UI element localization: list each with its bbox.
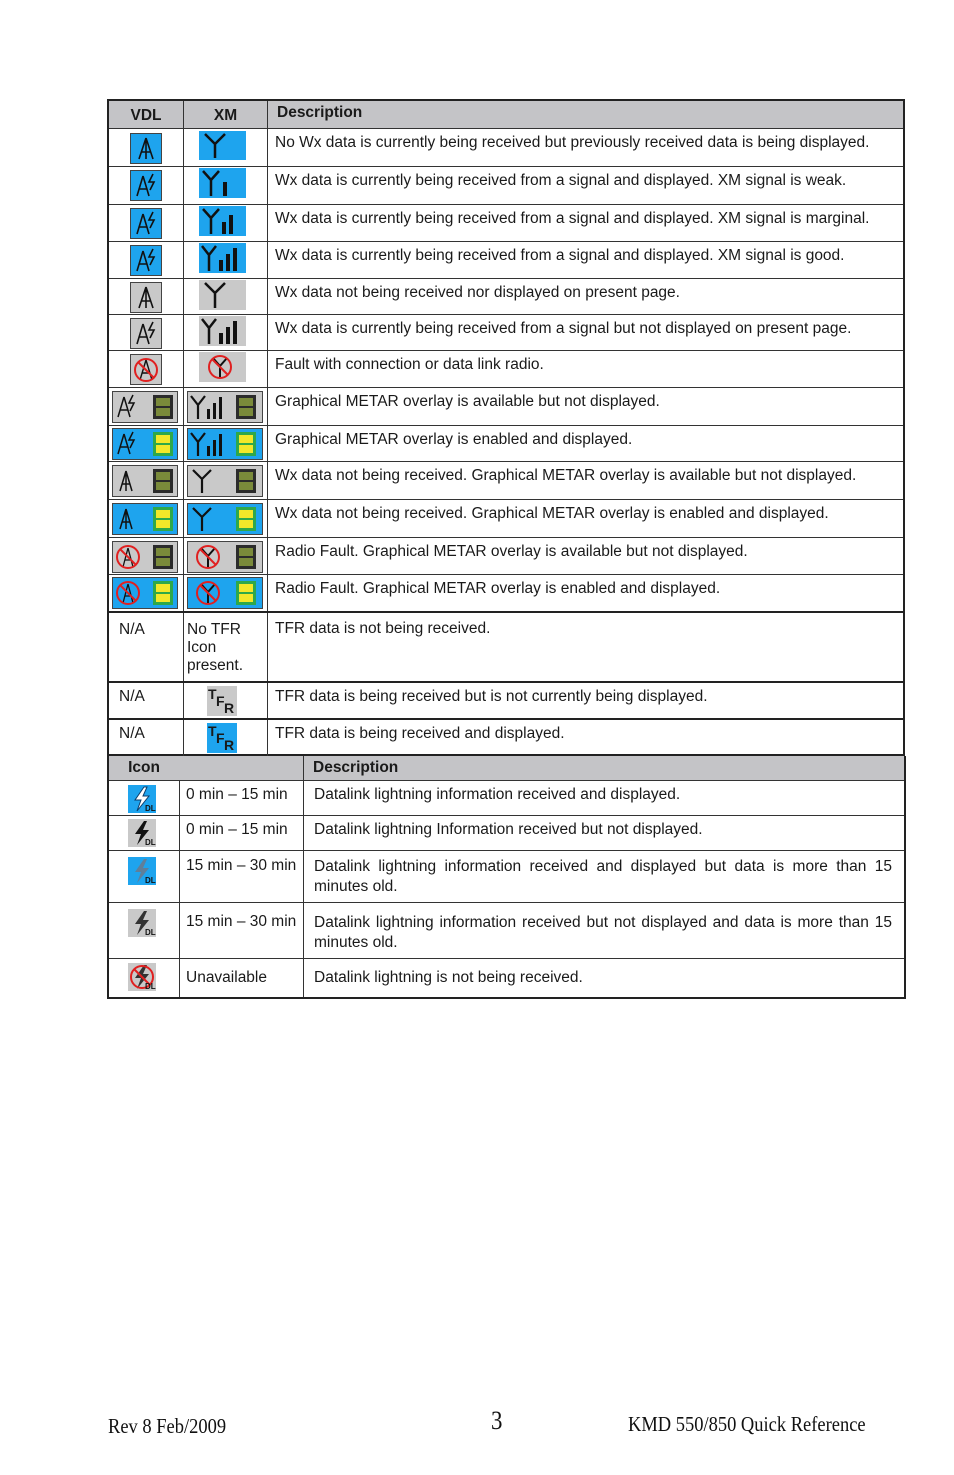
xm-fault-icon (199, 352, 246, 382)
xm-value: No TFR Icon present. (187, 621, 244, 674)
row-description: Datalink lightning is not being received. (314, 969, 583, 986)
xm-metar-available-icon (187, 391, 263, 423)
row-description: Graphical METAR overlay is enabled and displayed. (275, 431, 633, 448)
vdl-nodata-metar-enabled-icon (112, 503, 178, 535)
xm-metar-enabled-icon (187, 428, 263, 460)
col-header-description: Description (277, 104, 363, 121)
col-header-icon: Icon (128, 759, 160, 776)
xm-antenna-gray-icon (199, 280, 246, 310)
vdl-value: N/A (119, 688, 145, 705)
xm-signal-weak-blue-icon (199, 168, 246, 198)
lightning-unavailable-icon (128, 963, 156, 991)
xm-signal-good-blue-icon (199, 243, 246, 273)
table-row (109, 129, 903, 167)
table-row (109, 720, 903, 756)
table-row (109, 351, 903, 388)
lightning-old-gray-icon (128, 909, 156, 937)
tfr-gray-icon: T F R (207, 686, 237, 716)
table-row (109, 426, 903, 462)
footer-revision: Rev 8 Feb/2009 (108, 1414, 227, 1438)
table-row (109, 167, 903, 205)
footer-document-title: KMD 550/850 Quick Reference (628, 1412, 866, 1436)
table-row (109, 851, 904, 903)
table-row (109, 500, 903, 538)
vdl-data-gray-icon (130, 318, 162, 349)
row-description: Radio Fault. Graphical METAR overlay is enabled and displayed. (275, 580, 721, 597)
col-header-description: Description (313, 759, 399, 776)
table-row (109, 462, 903, 500)
row-description: Wx data is currently being received from a signal and displayed. XM signal is weak. (275, 172, 847, 189)
col-header-age (181, 756, 301, 780)
col-header-xm: XM (213, 107, 238, 124)
row-description: Fault with connection or data link radio. (275, 356, 544, 373)
xm-nodata-metar-available-icon (187, 465, 263, 497)
row-description: Wx data not being received. Graphical METAR overlay is available but not displayed. (275, 467, 857, 484)
row-description: Wx data is currently being received from a signal and displayed. XM signal is good. (275, 247, 845, 264)
vdl-data-blue-icon (130, 208, 162, 239)
vdl-data-blue-icon (130, 245, 162, 276)
age-value: 0 min – 15 min (186, 786, 288, 803)
vdl-value: N/A (119, 725, 145, 742)
table-row (109, 315, 903, 351)
svg-text:DL: DL (145, 928, 156, 937)
table-row (109, 538, 903, 575)
xm-signal-marginal-blue-icon (199, 206, 246, 236)
tfr-blue-icon: T F R (207, 723, 237, 753)
table-header-row (109, 101, 903, 129)
row-description: Wx data not being received. Graphical METAR overlay is enabled and displayed. (275, 505, 829, 522)
table-row (109, 613, 903, 683)
table-row (109, 205, 903, 242)
row-description: Wx data not being received nor displayed on present page. (275, 284, 680, 301)
svg-text:DL: DL (145, 982, 156, 991)
age-value: Unavailable (186, 969, 267, 986)
row-description: Radio Fault. Graphical METAR overlay is available but not displayed. (275, 543, 748, 560)
svg-text:DL: DL (145, 876, 156, 885)
xm-fault-metar-enabled-icon (187, 577, 263, 609)
lightning-blue-icon (128, 785, 156, 813)
col-header-vdl: VDL (130, 107, 162, 124)
table-row (109, 959, 904, 997)
lightning-icon-table (107, 756, 906, 999)
row-description: TFR data is not being received. (275, 620, 491, 637)
xm-antenna-blue-icon (199, 131, 246, 160)
row-description: Datalink lightning information received but not displayed and data is more than 15 minutes old. (314, 914, 892, 951)
vdl-nodata-metar-available-icon (112, 465, 178, 497)
age-value: 15 min – 30 min (186, 857, 297, 874)
table-header-row (109, 756, 904, 781)
row-description: TFR data is being received but is not currently being displayed. (275, 688, 708, 705)
row-description: Wx data is currently being received from a signal and displayed. XM signal is marginal. (275, 210, 870, 227)
svg-text:DL: DL (145, 804, 156, 813)
table-row (109, 242, 903, 279)
lightning-gray-icon (128, 819, 156, 847)
table-row (109, 388, 903, 426)
vdl-value: N/A (119, 621, 145, 638)
vdl-metar-available-icon (112, 391, 178, 423)
svg-text:DL: DL (145, 838, 156, 847)
row-description: Datalink lightning information received and displayed. (314, 786, 681, 803)
table-row (109, 279, 903, 315)
table-row (109, 903, 904, 959)
age-value: 0 min – 15 min (186, 821, 288, 838)
xm-fault-metar-available-icon (187, 541, 263, 573)
vdl-gray-icon (130, 282, 162, 313)
vdl-data-blue-icon (130, 170, 162, 201)
footer-page-number: 3 (491, 1406, 503, 1435)
vdl-fault-metar-available-icon (112, 541, 178, 573)
row-description: Wx data is currently being received from a signal but not displayed on present page. (275, 320, 852, 337)
table-row (109, 816, 904, 851)
age-value: 15 min – 30 min (186, 913, 297, 930)
vdl-metar-enabled-icon (112, 428, 178, 460)
vdl-fault-metar-enabled-icon (112, 577, 178, 609)
table-row (109, 781, 904, 816)
row-description: No Wx data is currently being received but previously received data is being displayed. (275, 134, 870, 151)
row-description: Datalink lightning information received and displayed but data is more than 15 minutes old. (314, 858, 892, 895)
row-description: TFR data is being received and displayed. (275, 725, 565, 742)
lightning-old-blue-icon (128, 857, 156, 885)
vdl-receiving-icon (130, 133, 162, 164)
xm-signal-gray-icon (199, 316, 246, 346)
row-description: Datalink lightning Information received but not displayed. (314, 821, 703, 838)
xm-nodata-metar-enabled-icon (187, 503, 263, 535)
vdl-fault-icon (130, 354, 162, 385)
weather-icon-table (107, 99, 905, 756)
row-description: Graphical METAR overlay is available but not displayed. (275, 393, 660, 410)
table-row (109, 575, 903, 613)
table-row (109, 683, 903, 720)
